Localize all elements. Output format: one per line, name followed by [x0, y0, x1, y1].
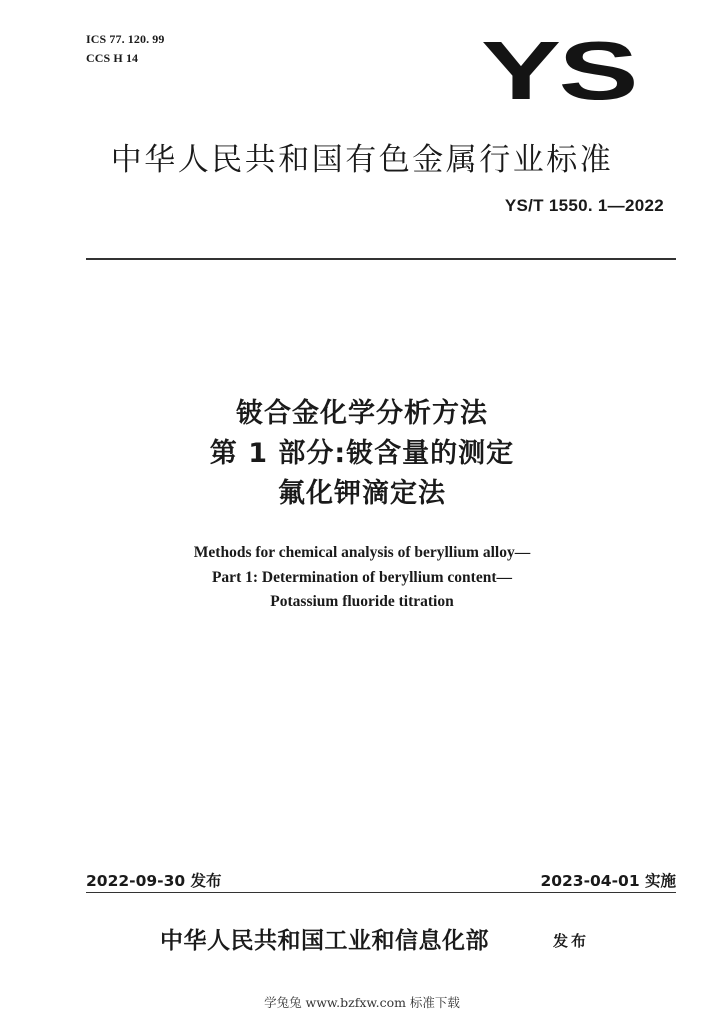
classification-codes — [86, 30, 165, 68]
chinese-title-line-2: 第 1 部分:铍含量的测定 — [209, 438, 515, 469]
chinese-title-line-1: 铍合金化学分析方法 — [236, 398, 488, 429]
english-title-line-1: Methods for chemical analysis of beryllium alloy— — [193, 544, 531, 561]
ccs-code: CCS H 14 — [86, 51, 139, 65]
header-divider — [86, 258, 676, 260]
watermark-text: 学兔兔 www.bzfxw.com 标准下载 — [264, 995, 460, 1010]
english-title-line-2: Part 1: Determination of beryllium content— — [211, 568, 513, 586]
footer-divider — [86, 892, 676, 893]
standard-number: YS/T 1550. 1—2022 — [504, 196, 664, 215]
ics-code: ICS 77. 120. 99 — [86, 32, 165, 46]
chinese-title-line-3: 氟化钾滴定法 — [278, 478, 446, 509]
issue-label: 发布 — [553, 932, 590, 950]
ys-logo: YS — [480, 24, 636, 117]
english-title — [0, 541, 724, 615]
english-title-line-3: Potassium fluoride titration — [270, 593, 454, 610]
issuing-authority: 中华人民共和国工业和信息化部 — [160, 927, 489, 954]
effective-date: 2023-04-01 实施 — [540, 872, 676, 890]
publish-date: 2022-09-30 发布 — [86, 872, 222, 890]
chinese-title — [0, 394, 724, 514]
standard-category: 中华人民共和国有色金属行业标准 — [110, 142, 614, 178]
